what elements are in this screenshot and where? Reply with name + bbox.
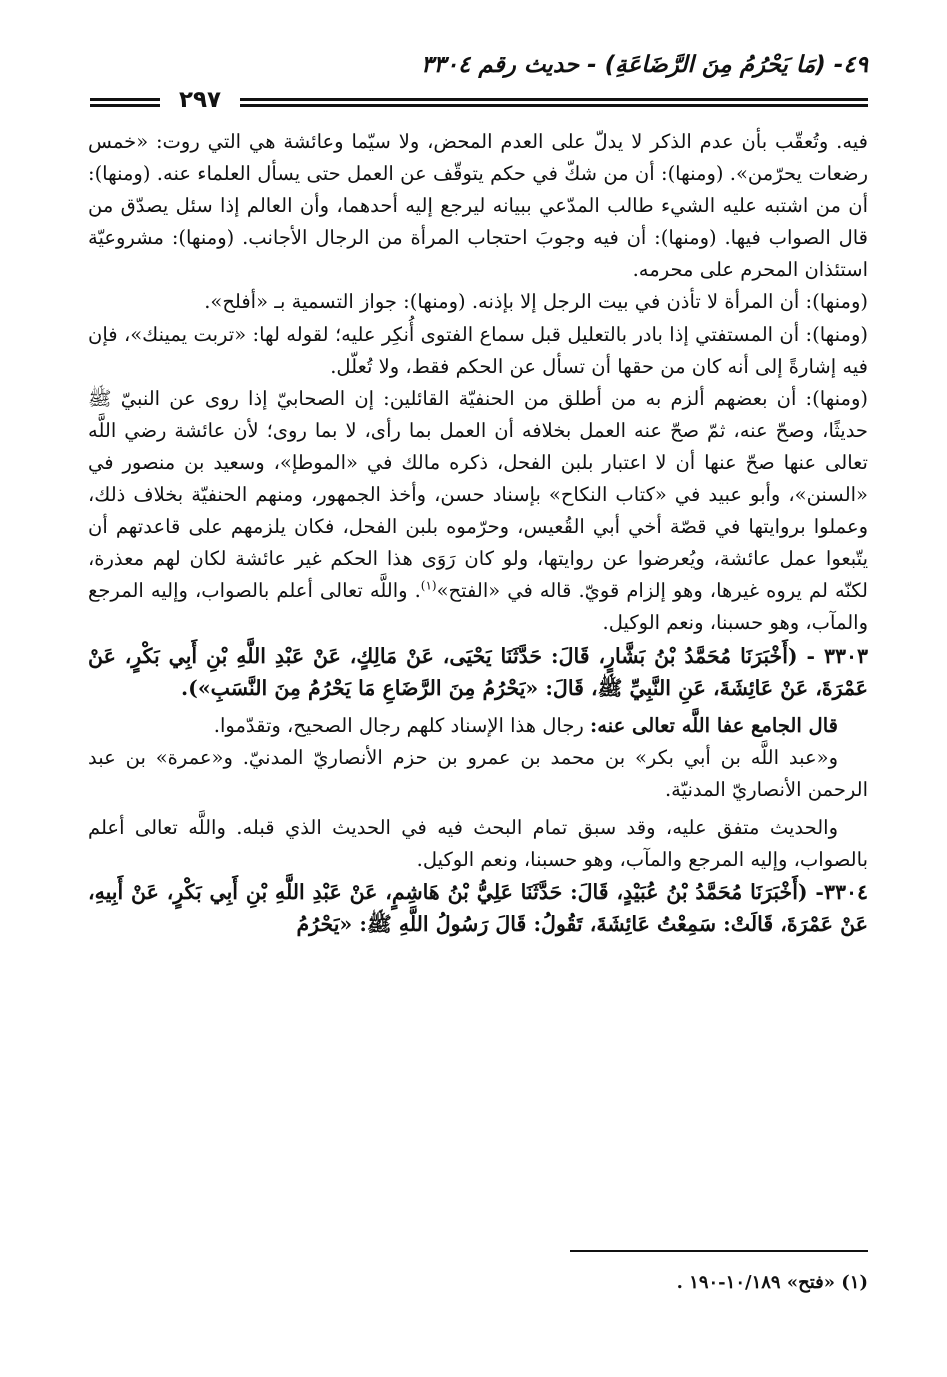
paragraph-4-closing: . واللَّه تعالى أعلم بالصواب، وإليه المرجع والمآب، وهو حسبنا، ونعم الوكيل. bbox=[88, 579, 868, 635]
paragraph-4-text: (ومنها): أن بعضهم ألزم به من أطلق من الحنفيّة القائلين: إن الصحابيّ إذا روى عن النبيّ ﷺ حديثًا، وصحّ عنه، ثمّ صحّ عنه العمل بخلافه أن العمل بما رأى، لا بما روى؛ لأن عائشة رضي اللَّه تعالى عنها صحّ عنها أن لا اعتبار بلبن الفحل، ذكره مالك في «الموطإ»، وسعيد بن منصور في «السنن»، وأبو عبيد في «كتاب النكاح» بإسناد حسن، وأخذ الجمهور، ومنهم الحنفيّة بخلاف ذلك، وعملوا بروايتها في قصّة أخي أبي القُعيس، وحرّموه بلبن الفحل، فكان يلزمهم على قاعدتهم أن يتّبعوا عمل عائشة، ويُعرضوا عن روايتها، ولو كان رَوَى هذا الحكم غير عائشة لكان لهم معذرة، لكنّه لم يروه غيرها، وهو إلزام قويّ. قاله في «الفتح» bbox=[88, 386, 868, 603]
paragraph-2: (ومنها): أن المرأة لا تأذن في بيت الرجل إلا بإذنه. (ومنها): جواز التسمية بـ «أفلح». bbox=[204, 290, 868, 314]
commentary-paragraph bbox=[88, 710, 868, 742]
paragraph-1: فيه. وتُعقّب بأن عدم الذكر لا يدلّ على العدم المحض، ولا سيّما وعائشة هي التي روت: «خمس رضعات يحرّمن». (ومنها): أن من شكّ في حكم يتوقّف عن العمل حتى يسأل العلماء عنه. (ومنها): أن من اشتبه عليه الشيء طالب المدّعي ببيانه ليرجع إليه أحدهما، وأن العالم إذا سئل يصدّق من قال الصواب فيها. (ومنها): أن فيه وجوبَ احتجاب المرأة من الرجال الأجانب. (ومنها): مشروعيّة استئذان المحرم على محرمه. bbox=[88, 130, 868, 282]
header-rule-row bbox=[90, 87, 868, 116]
page-number: ٢٩٧ bbox=[178, 87, 222, 113]
footnote-divider bbox=[570, 1250, 868, 1252]
header-rule-right bbox=[240, 98, 868, 107]
commentator-label: قال الجامع عفا اللَّه تعالى عنه: bbox=[590, 713, 838, 737]
commentary-text: رجال هذا الإسناد كلهم رجال الصحيح، وتقدّموا. bbox=[213, 713, 584, 737]
paragraph-4 bbox=[88, 383, 868, 640]
page-body bbox=[88, 126, 868, 940]
narrator-paragraph: و«عبد اللَّه بن أبي بكر» بن محمد بن عمرو بن حزم الأنصاريّ المدنيّ. و«عمرة» بن عبد الرحمن الأنصاريّ المدنيّة. bbox=[88, 745, 868, 801]
paragraph-3: (ومنها): أن المستفتي إذا بادر بالتعليل قبل سماع الفتوى أُنكِر عليه؛ لقوله لها: «تربت يمينك»، فإن فيه إشارةً إلى أنه كان من حقها أن تسأل عن الحكم فقط، ولا تُعلّل. bbox=[88, 322, 868, 378]
footnote: (١) «فتح» ١٠/١٨٩-١٩٠ . bbox=[676, 1272, 868, 1293]
agreement-paragraph: والحديث متفق عليه، وقد سبق تمام البحث فيه في الحديث الذي قبله. واللَّه تعالى أعلم بالصواب، وإليه المرجع والمآب، وهو حسبنا، ونعم الوكيل. bbox=[88, 815, 868, 872]
footnote-marker: (١) bbox=[420, 578, 437, 593]
hadith-3303: ٣٣٠٣ - (أَخْبَرَنَا مُحَمَّدُ بْنُ بَشَّارٍ، قَالَ: حَدَّثَنَا يَحْيَى، عَنْ مَالِكٍ، عَنْ عَبْدِ اللَّهِ بْنِ أَبِي بَكْرٍ، عَنْ عَمْرَةَ، عَنْ عَائِشَةَ، عَنِ النَّبِيِّ ﷺ، قَالَ: «يَحْرُمُ مِنَ الرَّضَاعِ مَا يَحْرُمُ مِنَ النَّسَبِ»). bbox=[88, 643, 868, 700]
running-header: ٤٩- (مَا يَحْرُمُ مِنَ الرَّضَاعَةِ) - حديث رقم ٣٣٠٤ bbox=[420, 52, 868, 78]
header-rule-left bbox=[90, 98, 160, 107]
hadith-3304: ٣٣٠٤- (أَخْبَرَنَا مُحَمَّدُ بْنُ عُبَيْدٍ، قَالَ: حَدَّثَنَا عَلِيُّ بْنُ هَاشِمٍ، عَنْ عَبْدِ اللَّهِ بْنِ أَبِي بَكْرٍ، عَنْ أَبِيهِ، عَنْ عَمْرَةَ، قَالَتْ: سَمِعْتُ عَائِشَةَ، تَقُولُ: قَالَ رَسُولُ اللَّهِ ﷺ: «يَحْرُمُ bbox=[88, 880, 868, 937]
